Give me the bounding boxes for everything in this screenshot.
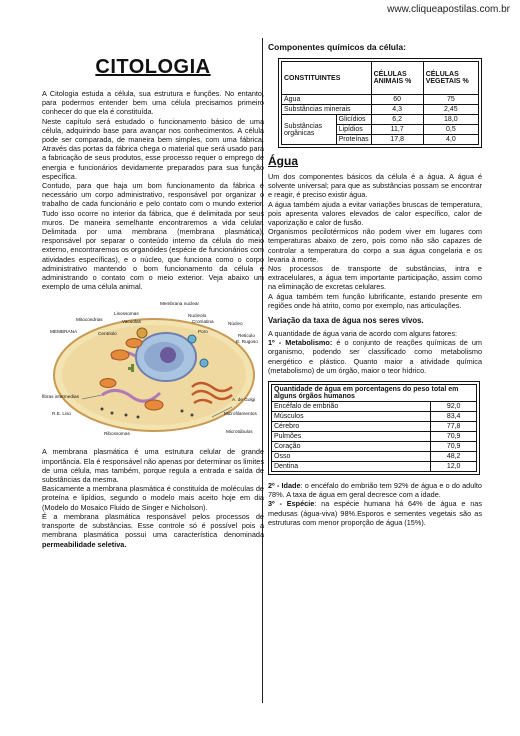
- metabolism-label: 1º - Metabolismo:: [268, 338, 333, 348]
- left-column: [42, 42, 264, 549]
- variation-title: Variação da taxa de água nos seres vivos.: [268, 316, 424, 326]
- header-constituintes: CONSTITUINTES: [282, 62, 372, 95]
- water-paragraph-1: Um dos componentes básicos da célula é a água. A água é solvente universal; para que as substâncias possam se encontrar e reagir, é preciso existir água.: [268, 172, 482, 200]
- label-nucleolo: Nucleolo: [188, 313, 207, 319]
- age-text: : o encéfalo do embrião tem 92% de água e o do adulto 78%. A taxa de água em geral decresce com a idade.: [268, 481, 482, 500]
- water-section-title: Água: [268, 154, 298, 168]
- table-row: [282, 105, 479, 115]
- age-paragraph: [268, 481, 482, 499]
- row-vegetal-value: 4,0: [423, 135, 478, 145]
- transport-paragraph: [42, 512, 264, 549]
- label-microtubulos: Microtúbulos: [226, 429, 253, 435]
- water-paragraph-3: Organismos pecilotérmicos não podem viver em lugares com temperaturas abaixo de zero, pois como não são capazes de controlar a temperatura do corpo a sua água congelaria e os levaria à morte.: [268, 227, 482, 264]
- organ-value: 83,4: [431, 412, 477, 422]
- organ-value: 92,0: [431, 402, 477, 412]
- table-row: [272, 412, 477, 422]
- table-row: [282, 115, 479, 125]
- water-table-frame: [268, 381, 480, 475]
- site-url[interactable]: www.cliqueapostilas.com.br: [387, 4, 510, 15]
- variation-intro: A quantidade de água varia de acordo com alguns fatores:: [268, 329, 458, 339]
- label-cromatina: Cromatina: [192, 319, 214, 325]
- row-vegetal-value: 0,5: [423, 125, 478, 135]
- species-paragraph: [268, 499, 482, 527]
- table-row: [272, 462, 477, 472]
- components-table: [281, 61, 479, 145]
- species-label: 3º - Espécie: [268, 499, 315, 509]
- table-row: [272, 452, 477, 462]
- organ-name: Pulmões: [272, 432, 431, 442]
- animal-cell-figure: [42, 299, 264, 441]
- intro-paragraph: A Citologia estuda a célula, sua estrutura e funções. No entanto, para podermos entender bem uma célula precisamos primeiro conhecer do que ela é constituída.: [42, 89, 264, 117]
- label-nucleo: Núcleo: [228, 321, 243, 327]
- organ-value: 70,9: [431, 432, 477, 442]
- label-centriolo: Centriolo: [98, 331, 117, 337]
- label-reticulo: Reticulo: [238, 333, 255, 339]
- row-name: Lipídios: [336, 125, 371, 135]
- header-vegetais: CÉLULAS VEGETAIS %: [423, 62, 478, 95]
- label-membrana: MEMBRANA: [50, 329, 78, 335]
- row-name: Água: [282, 95, 372, 105]
- row-vegetal-value: 2,45: [423, 105, 478, 115]
- label-microfilamentos: Microfilamentos: [224, 411, 257, 417]
- row-vegetal-value: 18,0: [423, 115, 478, 125]
- water-table: [271, 384, 477, 472]
- header-animais: CÉLULAS ANIMAIS %: [371, 62, 423, 95]
- organ-name: Coração: [272, 442, 431, 452]
- row-name: Substâncias minerais: [282, 105, 372, 115]
- label-vacuolas: Vacuolas: [122, 319, 141, 325]
- table-row: [282, 95, 479, 105]
- transport-text: É a membrana plasmática responsável pelos processos de transporte de substâncias. Esse controle só é possível pois a membrana plasmática possui uma característica denominada: [42, 511, 264, 540]
- table-row: [272, 432, 477, 442]
- label-poro: Poro: [198, 329, 208, 335]
- label-mitocondrias: Mitocondrias: [76, 317, 103, 323]
- organ-name: Osso: [272, 452, 431, 462]
- page-title: CITOLOGIA: [95, 56, 211, 78]
- composition-paragraph: Basicamente a membrana plasmática é constituída de moléculas de proteína e lipídios, segundo o modelo mais aceito hoje em dia (Modelo do Mosaico Fluido de Singer e Nicholson).: [42, 484, 264, 512]
- row-animal-value: 11,7: [371, 125, 423, 135]
- age-label: 2º - Idade: [268, 481, 301, 491]
- organ-name: Cérebro: [272, 422, 431, 432]
- species-text: : na espécie humana há 64% de água e nas medusas (água-viva) 98%.Esporos e sementes vegetais são as estruturas com menor proporção de água (15%).: [268, 499, 482, 527]
- metabolism-text: é o conjunto de reações químicas de um organismo, podendo ser classificado como metabolismo energético e plástico. Quanto maior a atividade química (metabolismo) de um órgão, maior o teor hídrico.: [268, 338, 482, 375]
- right-column: [268, 42, 482, 527]
- row-name: Glicídios: [336, 115, 371, 125]
- water-header-row: [272, 385, 477, 402]
- row-name: Proteínas: [336, 135, 371, 145]
- components-table-frame: [278, 58, 482, 148]
- organ-value: 12,0: [431, 462, 477, 472]
- selective-permeability-term: permeabilidade seletiva.: [42, 539, 127, 549]
- table-row: [272, 442, 477, 452]
- components-title-text: Componentes químicos da célula: [268, 42, 404, 52]
- table-row: [272, 402, 477, 412]
- organic-group-label: Substâncias orgânicas: [282, 115, 337, 145]
- plasma-membrane-paragraph: A membrana plasmática é uma estrutura celular de grande importância. Ela é responsável não apenas por determinar os limites de uma célula, mas também, porque regula a entrada e saída de substâncias da mesma.: [42, 447, 264, 485]
- organ-name: Músculos: [272, 412, 431, 422]
- water-table-header: Quantidade de água em porcentagens do peso total em alguns órgãos humanos: [272, 385, 477, 402]
- table-row: [272, 422, 477, 432]
- water-paragraph-2: A água também ajuda a evitar variações bruscas de temperatura, pois apresenta valores elevados de calor específico, calor de vaporização e calor de fusão.: [268, 199, 482, 228]
- row-animal-value: 17,8: [371, 135, 423, 145]
- organ-value: 77,8: [431, 422, 477, 432]
- row-animal-value: 4,3: [371, 105, 423, 115]
- water-paragraph-5: A água também tem função lubrificante, estando presente em regiões onde há atrito, como por exemplo, nas articulações.: [268, 291, 482, 310]
- label-golgi: A. de Golgi: [232, 397, 256, 403]
- components-header-row: [282, 62, 479, 95]
- label-re-liso: R.E. Liso: [52, 411, 72, 417]
- metabolism-paragraph: [268, 338, 482, 375]
- components-title: Componentes químicos da célula:: [268, 42, 406, 52]
- label-fibras-intermedias: fibras intermedias: [42, 394, 79, 400]
- label-ribossomas: Ribossomas: [104, 431, 130, 437]
- row-animal-value: 6,2: [371, 115, 423, 125]
- membrane-paragraph: Contudo, para que haja um bom funcionamento da fábrica é necessário um corpo administrativo, responsável por organizar o trabalho de cada funcionário e pelo contato com o mundo exterior. Tudo isso ocorre no interior da fábrica, que é delimitada por seus muros. De maneira semelhante encontraremos a vida celular. Delimitada por uma membrana (membrana plasmática), responsável por separar o conteúdo interno da célula do meio externo, encontraremos os organóides (espécie de funcionários com atividades específicas), e o núcleo, que funciona como o corpo administrativo mantendo o bom funcionamento da célula e administrando o contato com o meio exterior. Veja abaixo um exemplo de uma célula animal.: [42, 181, 264, 292]
- row-vegetal-value: 75: [423, 95, 478, 105]
- factory-paragraph: Neste capítulo será estudado o funcionamento básico de uma célula, adquirindo base para avançar nos conhecimentos. A célula pode ser comparada, de maneira bem simples, com uma fábrica. Através das portas da fábrica chega o material que será usado para a fabricação de seus produtos, esse processo requer o emprego de energia e funcionários devidamente preparados para sua função específica.: [42, 116, 264, 181]
- row-animal-value: 60: [371, 95, 423, 105]
- label-lisossomas: Lisossomas: [114, 311, 139, 317]
- water-paragraph-4: Nos processos de transporte de substâncias, intra e extracelulares, a água tem importante participação, assim como na eliminação de excretas celulares.: [268, 264, 482, 292]
- organ-name: Encéfalo de embrião: [272, 402, 431, 412]
- organ-value: 70,9: [431, 442, 477, 452]
- organ-name: Dentina: [272, 462, 431, 472]
- label-e-rugoso: E. Rugoso: [236, 339, 258, 345]
- label-membrana-nuclear: Membrana nuclear: [160, 301, 200, 307]
- organ-value: 48,2: [431, 452, 477, 462]
